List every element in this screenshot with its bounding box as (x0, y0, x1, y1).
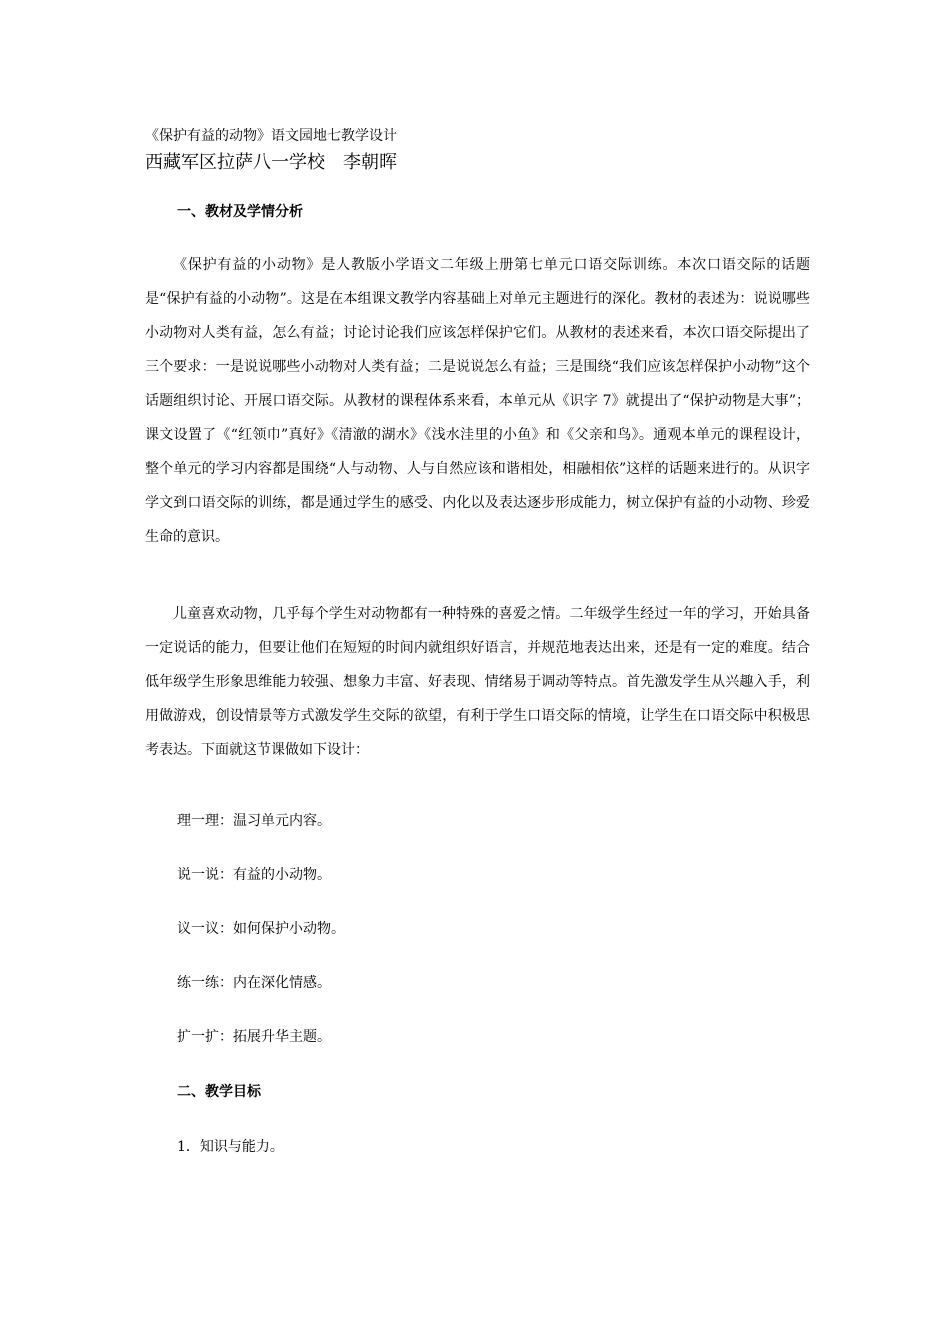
paragraph-student-analysis: 儿童喜欢动物，几乎每个学生对动物都有一种特殊的喜爱之情。二年级学生经过一年的学习，开始具备一定说话的能力，但要让他们在短短的时间内就组织好语言，并规范地表达出来，还是有一定的难度。结合低年级学生形象思维能力较强、想象力丰富、好表现、情绪易于调动等特点。首先激发学生从兴趣入手，利用做游戏，创设情景等方式激发学生交际的欲望，有利于学生口语交际的情境，让学生在口语交际中积极思考表达。下面就这节课做如下设计： (145, 606, 810, 758)
step-item: 练一练：内在深化情感。 (177, 975, 331, 991)
step-item: 议一议：如何保护小动物。 (177, 921, 345, 937)
paragraph-textbook-analysis: 《保护有益的小动物》是人教版小学语文二年级上册第七单元口语交际训练。本次口语交际的话题是“保护有益的小动物”。这是在本组课文教学内容基础上对单元主题进行的深化。教材的表述为：说说哪些小动物对人类有益，怎么有益；讨论讨论我们应该怎样保护它们。从教材的表述来看，本次口语交际提出了三个要求：一是说说哪些小动物对人类有益；二是说说怎么有益；三是围绕“我们应该怎样保护小动物”这个话题组织讨论、开展口语交际。从教材的课程体系来看，本单元从《识字 7》就提出了“保护动物是大事”；课文设置了《“红领巾”真好》《清澈的湖水》《浅水洼里的小鱼》和《父亲和鸟》。通观本单元的课程设计，整个单元的学习内容都是围绕“人与动物、人与自然应该和谐相处，相融相依”这样的话题来进行的。从识字学文到口语交际的训练，都是通过学生的感受、内化以及表达逐步形成能力，树立保护有益的小动物、珍爱生命的意识。 (145, 257, 810, 545)
document-author: 西藏军区拉萨八一学校 李朝晖 (145, 152, 397, 173)
section-heading-analysis: 一、教材及学情分析 (177, 204, 303, 220)
document-title: 《保护有益的动物》语文园地七教学设计 (145, 128, 397, 144)
step-item: 说一说：有益的小动物。 (177, 867, 331, 883)
step-item: 理一理：温习单元内容。 (177, 813, 331, 829)
step-item: 扩一扩：拓展升华主题。 (177, 1029, 331, 1045)
section-heading-goals: 二、教学目标 (177, 1084, 261, 1100)
goal-item-knowledge: 1．知识与能力。 (177, 1139, 284, 1155)
